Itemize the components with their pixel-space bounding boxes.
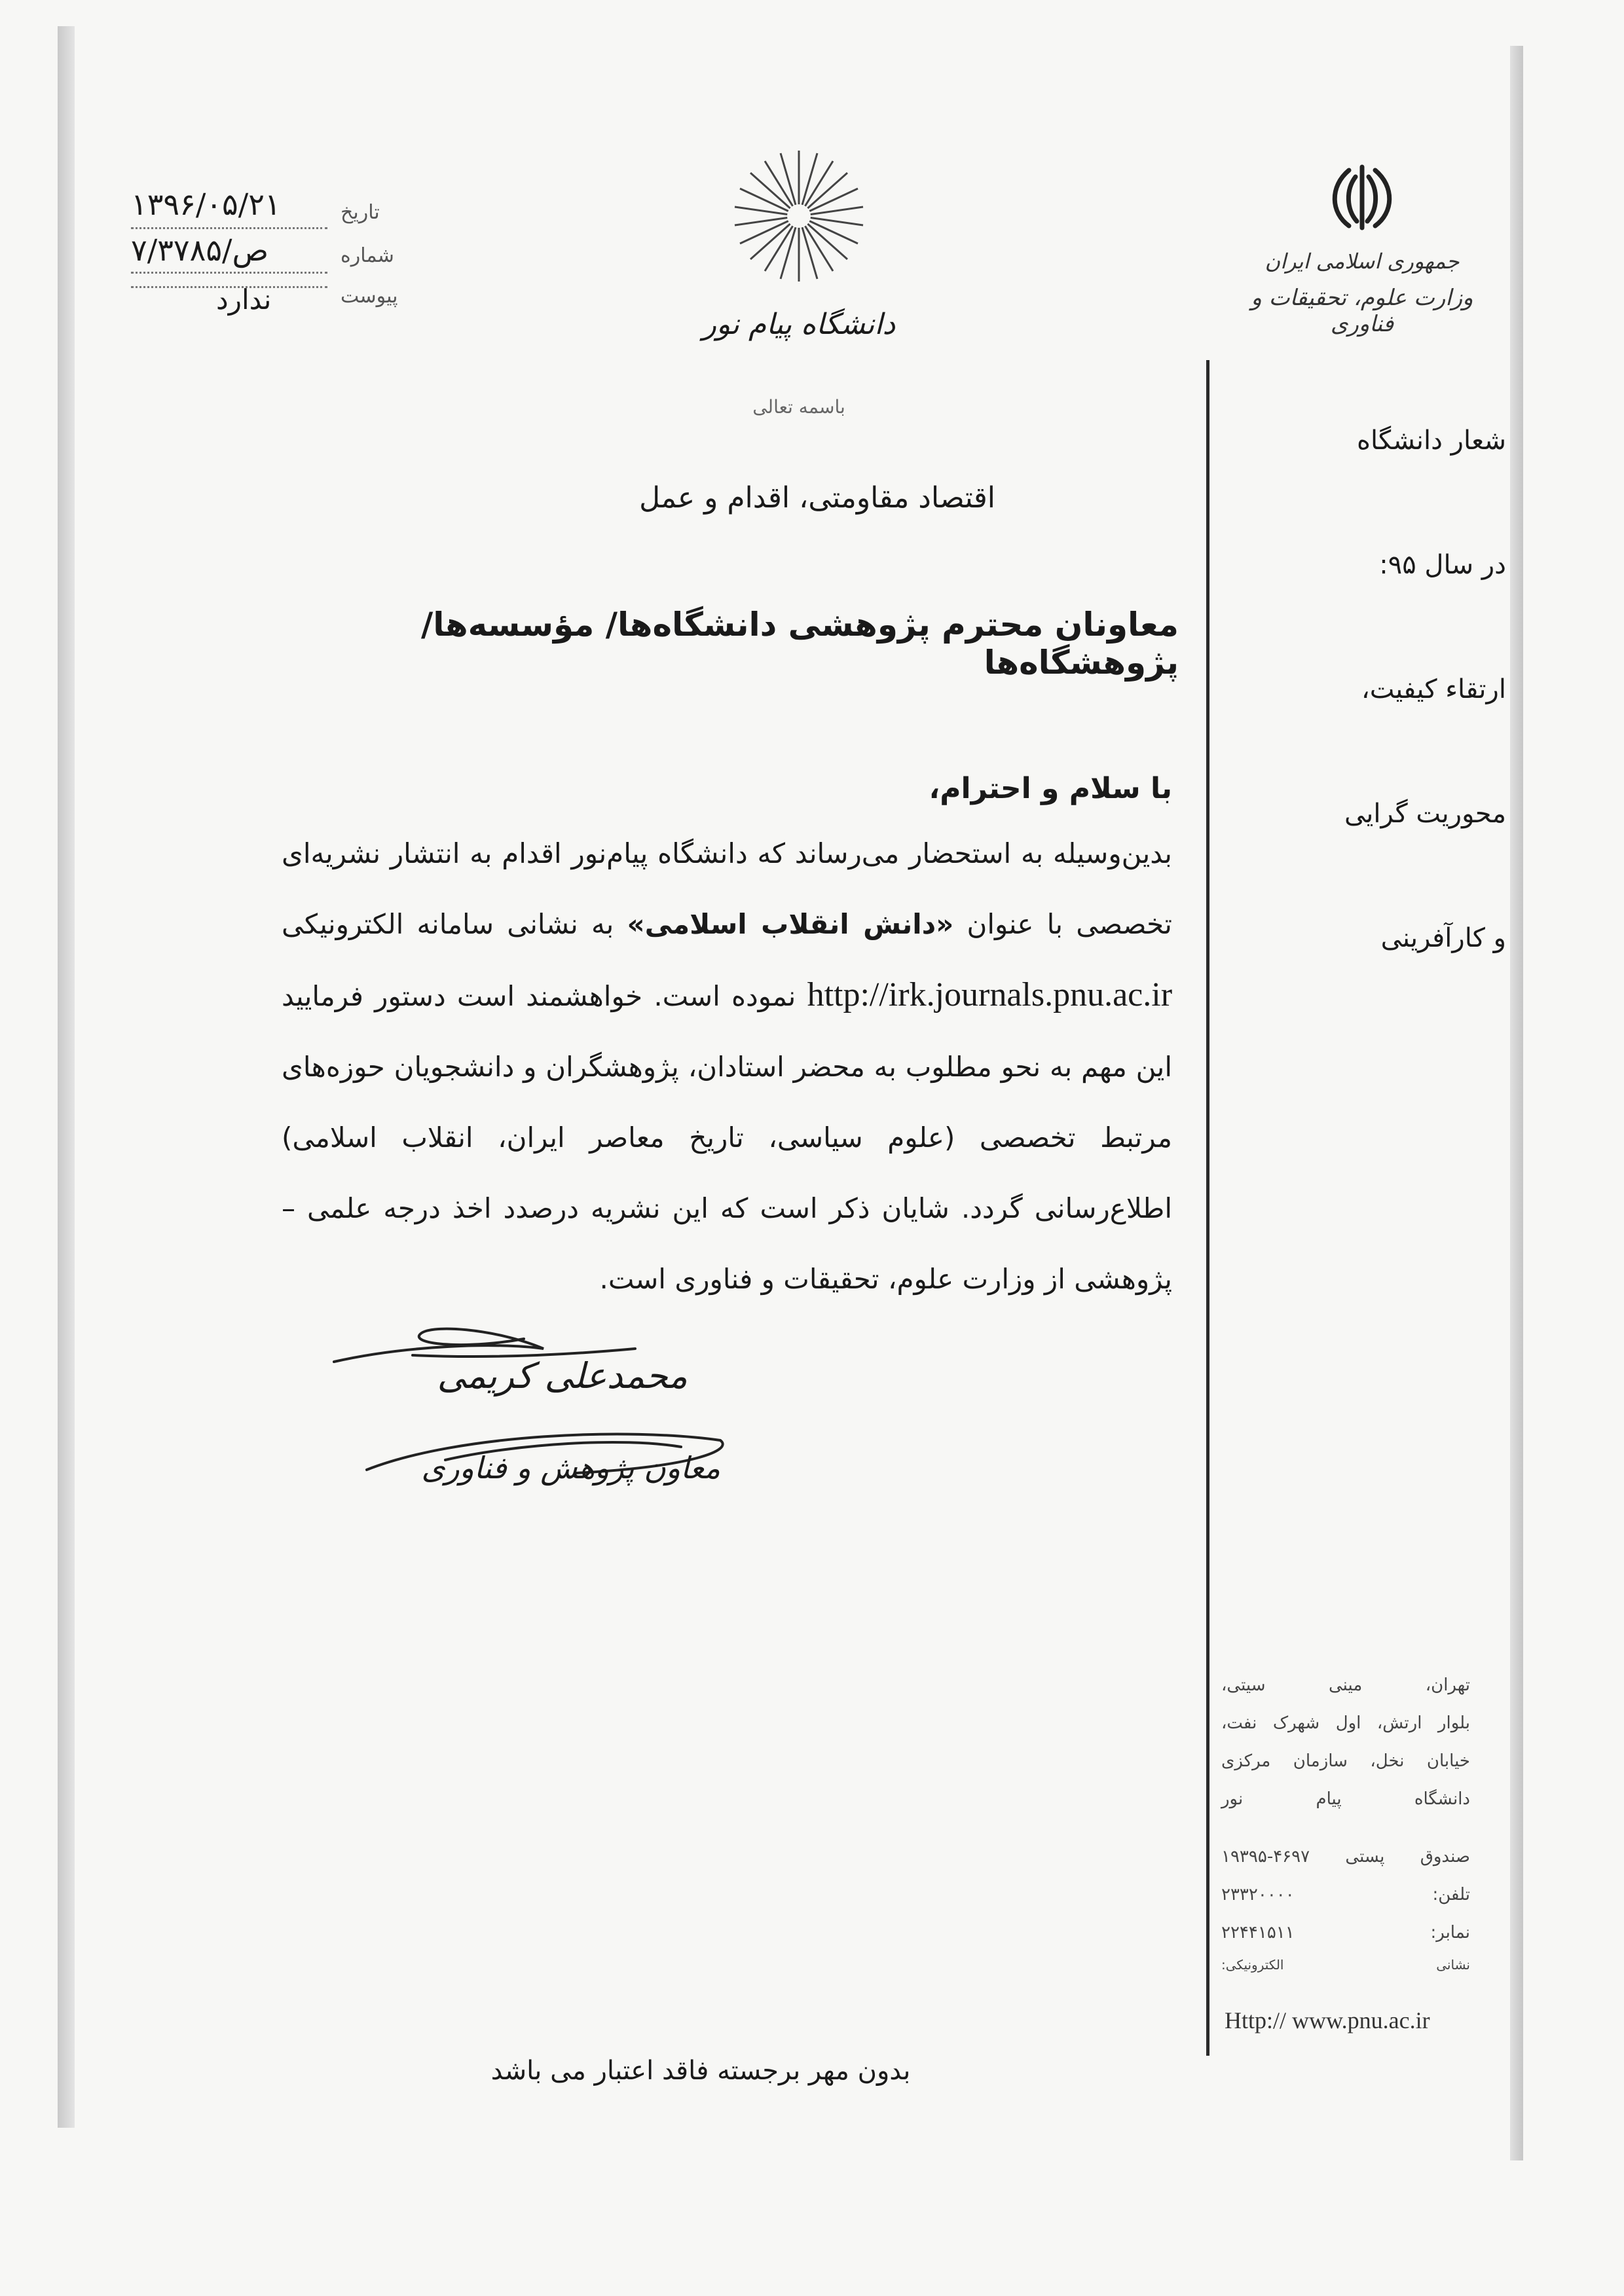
addressee: معاونان محترم پژوهشی دانشگاه‌ها/ مؤسسه‌ها/ پژوهشگاه‌ها <box>420 606 1179 682</box>
letter-meta <box>131 187 413 324</box>
sidebar-slogans <box>1231 426 1506 1048</box>
number-row <box>131 232 413 278</box>
ministry-line2: وزارت علوم، تحقیقات و فناوری <box>1251 285 1473 337</box>
scan-edge-right <box>1510 46 1523 2160</box>
attachment-row <box>131 278 413 324</box>
number-underline <box>131 270 327 274</box>
fax: نمابر: ۲۲۴۴۱۵۱۱ <box>1221 1923 1470 1942</box>
handwritten-signature-icon <box>327 1309 747 1519</box>
date-label: تاریخ <box>341 201 380 224</box>
number-value: ۷/۳۷۸۵/ص <box>131 232 269 268</box>
attachment-value: ندارد <box>216 283 272 316</box>
paragraph-1-b: به نشانی سامانه الکترونیکی <box>282 908 614 940</box>
signature-block <box>327 1309 747 1519</box>
scan-edge-left <box>58 26 75 2128</box>
signer-title: معاون پژوهش و فناوری <box>421 1450 720 1485</box>
phone: تلفن: ۲۳۳۲۰۰۰۰ <box>1221 1885 1470 1904</box>
address-line-2: بلوار ارتش، اول شهرک نفت، <box>1221 1713 1470 1733</box>
sidebar-divider <box>1206 360 1209 2056</box>
iran-emblem-icon <box>1323 157 1401 236</box>
website-link[interactable]: Http:// www.pnu.ac.ir <box>1225 2007 1430 2033</box>
paragraph-1-a: بدین‌وسیله به استحضار می‌رساند که دانشگاه پیام‌نور اقدام به انتشار نشریه‌ای تخصصی با عنوان <box>282 837 1172 940</box>
sidebar-slogan-2: در سال ۹۵: <box>1379 550 1506 580</box>
university-name: دانشگاه پیام نور <box>702 308 896 341</box>
attachment-underline <box>131 285 327 288</box>
paragraph-1-c: نموده است. <box>654 980 796 1012</box>
date-underline <box>131 226 327 229</box>
sunburst-logo-icon <box>714 144 884 301</box>
journal-name: «دانش انقلاب اسلامی» <box>627 908 954 940</box>
signer-name: محمدعلی کریمی <box>437 1355 688 1396</box>
address-line-3: خیابان نخل، سازمان مرکزی <box>1221 1751 1470 1771</box>
address-line-4: دانشگاه پیام نور <box>1221 1789 1470 1809</box>
sidebar-address <box>1221 1666 1470 1978</box>
sidebar-slogan-1: شعار دانشگاه <box>1356 426 1506 456</box>
paragraph-2: خواهشمند است دستور فرمایید این مهم به نحو مطلوب به محضر استادان، پژوهشگران و دانشجویان حوزه‌های مرتبط تخصصی (علوم سیاسی، تاریخ معاصر ایران، انقلاب اسلامی) اطلاع‌رسانی گردد. شایان ذکر است که این نشریه درصدد اخذ درجه علمی – پژوهشی از وزارت علوم، تحقیقات و فناوری است. <box>282 980 1172 1295</box>
letter-slogan: اقتصاد مقاومتی، اقدام و عمل <box>639 481 995 515</box>
journal-url-link[interactable]: http://irk.journals.pnu.ac.ir <box>807 976 1173 1013</box>
address-line-1: تهران، مینی سیتی، <box>1221 1675 1470 1695</box>
university-logo <box>702 144 896 419</box>
ministry-emblem <box>1244 157 1480 337</box>
greeting: با سلام و احترام، <box>929 772 1172 805</box>
ministry-line1: جمهوری اسلامی ایران <box>1264 249 1460 274</box>
bismillah: باسمه تعالی <box>752 396 845 418</box>
attachment-label: پیوست <box>341 285 398 308</box>
sidebar-slogan-5: و کارآفرینی <box>1380 923 1506 953</box>
po-box: صندوق پستی ۴۶۹۷-۱۹۳۹۵ <box>1221 1847 1470 1867</box>
footer-note: بدون مهر برجسته فاقد اعتبار می باشد <box>490 2056 911 2086</box>
letter-body <box>282 759 1172 1315</box>
date-row <box>131 187 413 232</box>
date-value: ۱۳۹۶/۰۵/۲۱ <box>131 187 281 222</box>
email-label: نشانی الکترونیکی: <box>1221 1957 1470 1973</box>
number-label: شماره <box>341 244 394 267</box>
sidebar-slogan-3: ارتقاء کیفیت، <box>1361 674 1506 704</box>
sidebar-slogan-4: محوریت گرایی <box>1344 799 1506 829</box>
